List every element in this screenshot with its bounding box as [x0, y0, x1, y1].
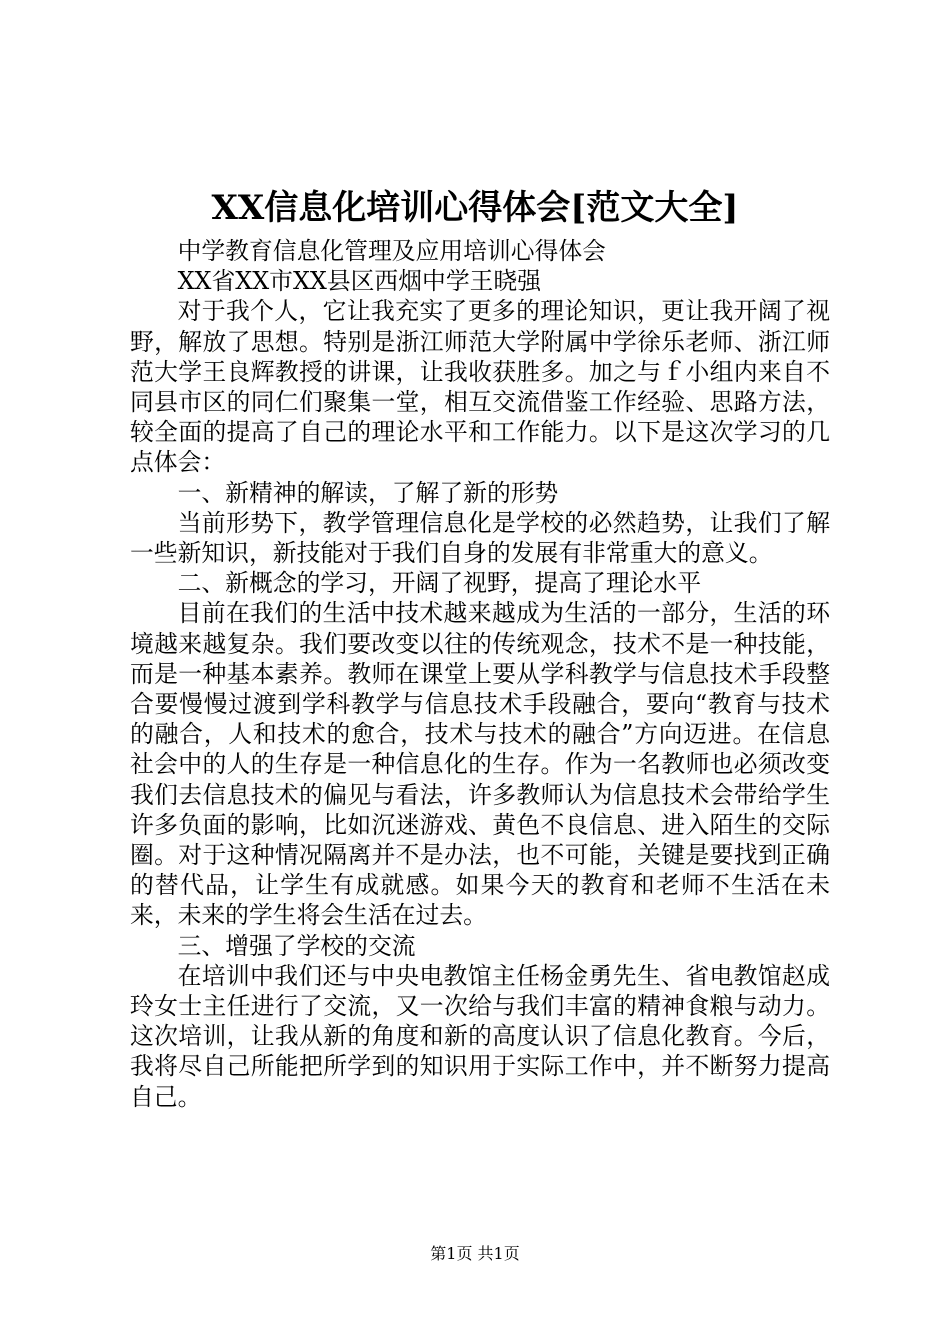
section-heading-3: 三、增强了学校的交流: [177, 931, 416, 960]
intro-paragraph: 对于我个人，它让我充实了更多的理论知识，更让我开阔了视野，解放了思想。特别是浙江师范大学附属中学徐乐老师、浙江师范大学王良辉教授的讲课，让我收获胜多。加之与ｆ小组内来自不同县市区的同仁们聚集一堂，相互交流借鉴工作经验、思路方法，较全面的提高了自己的理论水平和工作能力。以下是这次学习的几点体会：: [130, 297, 830, 477]
section-paragraph-2: 目前在我们的生活中技术越来越成为生活的一部分，生活的环境越来越复杂。我们要改变以往的传统观念，技术不是一种技能，而是一种基本素养。教师在课堂上要从学科教学与信息技术手段整合要慢慢过渡到学科教学与信息技术手段融合，要向“教育与技术的融合，人和技术的愈合，技术与技术的融合”方向迈进。在信息社会中的人的生存是一种信息化的生存。作为一名教师也必须改变我们去信息技术的偏见与看法，许多教师认为信息技术会带给学生许多负面的影响，比如沉迷游戏、黄色不良信息、进入陌生的交际圈。对于这种情况隔离并不是办法，也不可能，关键是要找到正确的替代品，让学生有成就感。如果今天的教育和老师不生活在未来，未来的学生将会生活在过去。: [130, 599, 830, 930]
page-footer: 第1页 共1页: [430, 1244, 520, 1263]
document-title: XX信息化培训心得体会[范文大全]: [211, 188, 739, 228]
section-paragraph-3: 在培训中我们还与中央电教馆主任杨金勇先生、省电教馆赵成玲女士主任进行了交流，又一次给与我们丰富的精神食粮与动力。这次培训，让我从新的角度和新的高度认识了信息化教育。今后，我将尽自己所能把所学到的知识用于实际工作中，并不断努力提高自己。: [130, 961, 830, 1111]
section-heading-2: 二、新概念的学习，开阔了视野，提高了理论水平: [177, 569, 702, 598]
section-paragraph-1: 当前形势下，教学管理信息化是学校的必然趋势，让我们了解一些新知识，新技能对于我们自身的发展有非常重大的意义。: [130, 508, 830, 568]
subtitle-line: 中学教育信息化管理及应用培训心得体会: [177, 237, 606, 265]
section-heading-1: 一、新精神的解读，了解了新的形势: [177, 478, 559, 507]
author-line: XX省XX市XX县区西烟中学王晓强: [177, 267, 542, 296]
document-body: [130, 236, 830, 1112]
